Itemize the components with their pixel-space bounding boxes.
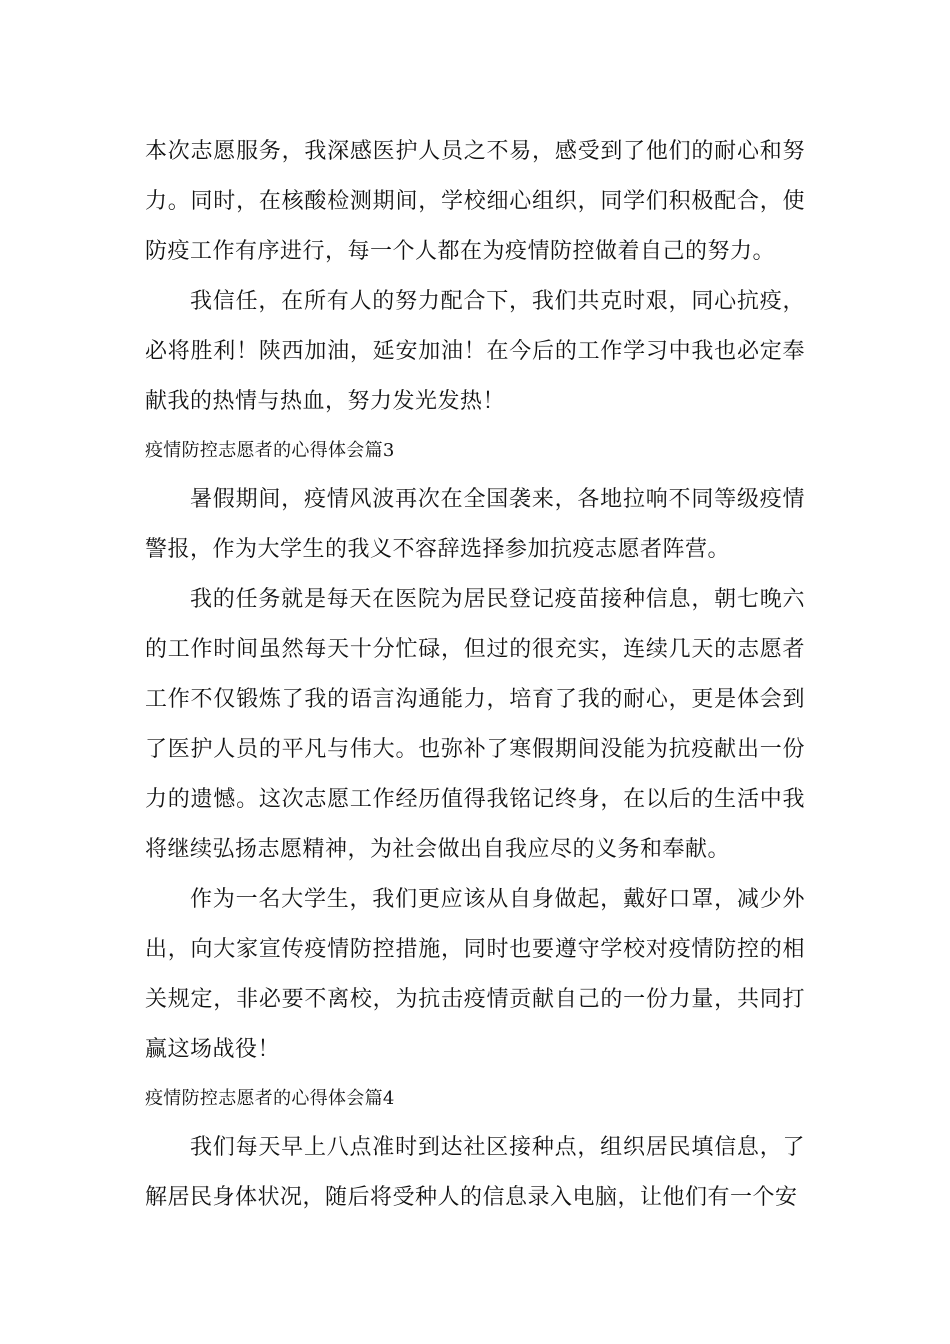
paragraph-2: 我信任，在所有人的努力配合下，我们共克时艰，同心抗疫，必将胜利！陕西加油，延安加油！在今后的工作学习中我也必定奉献我的热情与热血，努力发光发热！ [145, 289, 805, 414]
section-heading-4: 疫情防控志愿者的心得体会篇4 [145, 1088, 395, 1109]
paragraph-5: 作为一名大学生，我们更应该从自身做起，戴好口罩，减少外出，向大家宣传疫情防控措施，同时也要遵守学校对疫情防控的相关规定，非必要不离校，为抗击疫情贡献自己的一份力量，共同打赢这场战役！ [145, 887, 805, 1062]
paragraph-4: 我的任务就是每天在医院为居民登记疫苗接种信息，朝七晚六的工作时间虽然每天十分忙碌，但过的很充实，连续几天的志愿者工作不仅锻炼了我的语言沟通能力，培育了我的耐心，更是体会到了医护人员的平凡与伟大。也弥补了寒假期间没能为抗疫献出一份力的遗憾。这次志愿工作经历值得我铭记终身，在以后的生活中我将继续弘扬志愿精神，为社会做出自我应尽的义务和奉献。 [145, 587, 805, 862]
paragraph-1: 本次志愿服务，我深感医护人员之不易，感受到了他们的耐心和努力。同时，在核酸检测期间，学校细心组织，同学们积极配合，使防疫工作有序进行，每一个人都在为疫情防控做着自己的努力。 [145, 139, 805, 264]
paragraph-6: 我们每天早上八点准时到达社区接种点，组织居民填信息，了解居民身体状况，随后将受种人的信息录入电脑，让他们有一个安 [145, 1135, 805, 1210]
document-body [145, 127, 805, 1223]
section-heading-3: 疫情防控志愿者的心得体会篇3 [145, 440, 395, 461]
paragraph-3: 暑假期间，疫情风波再次在全国袭来，各地拉响不同等级疫情警报，作为大学生的我义不容辞选择参加抗疫志愿者阵营。 [145, 487, 805, 562]
